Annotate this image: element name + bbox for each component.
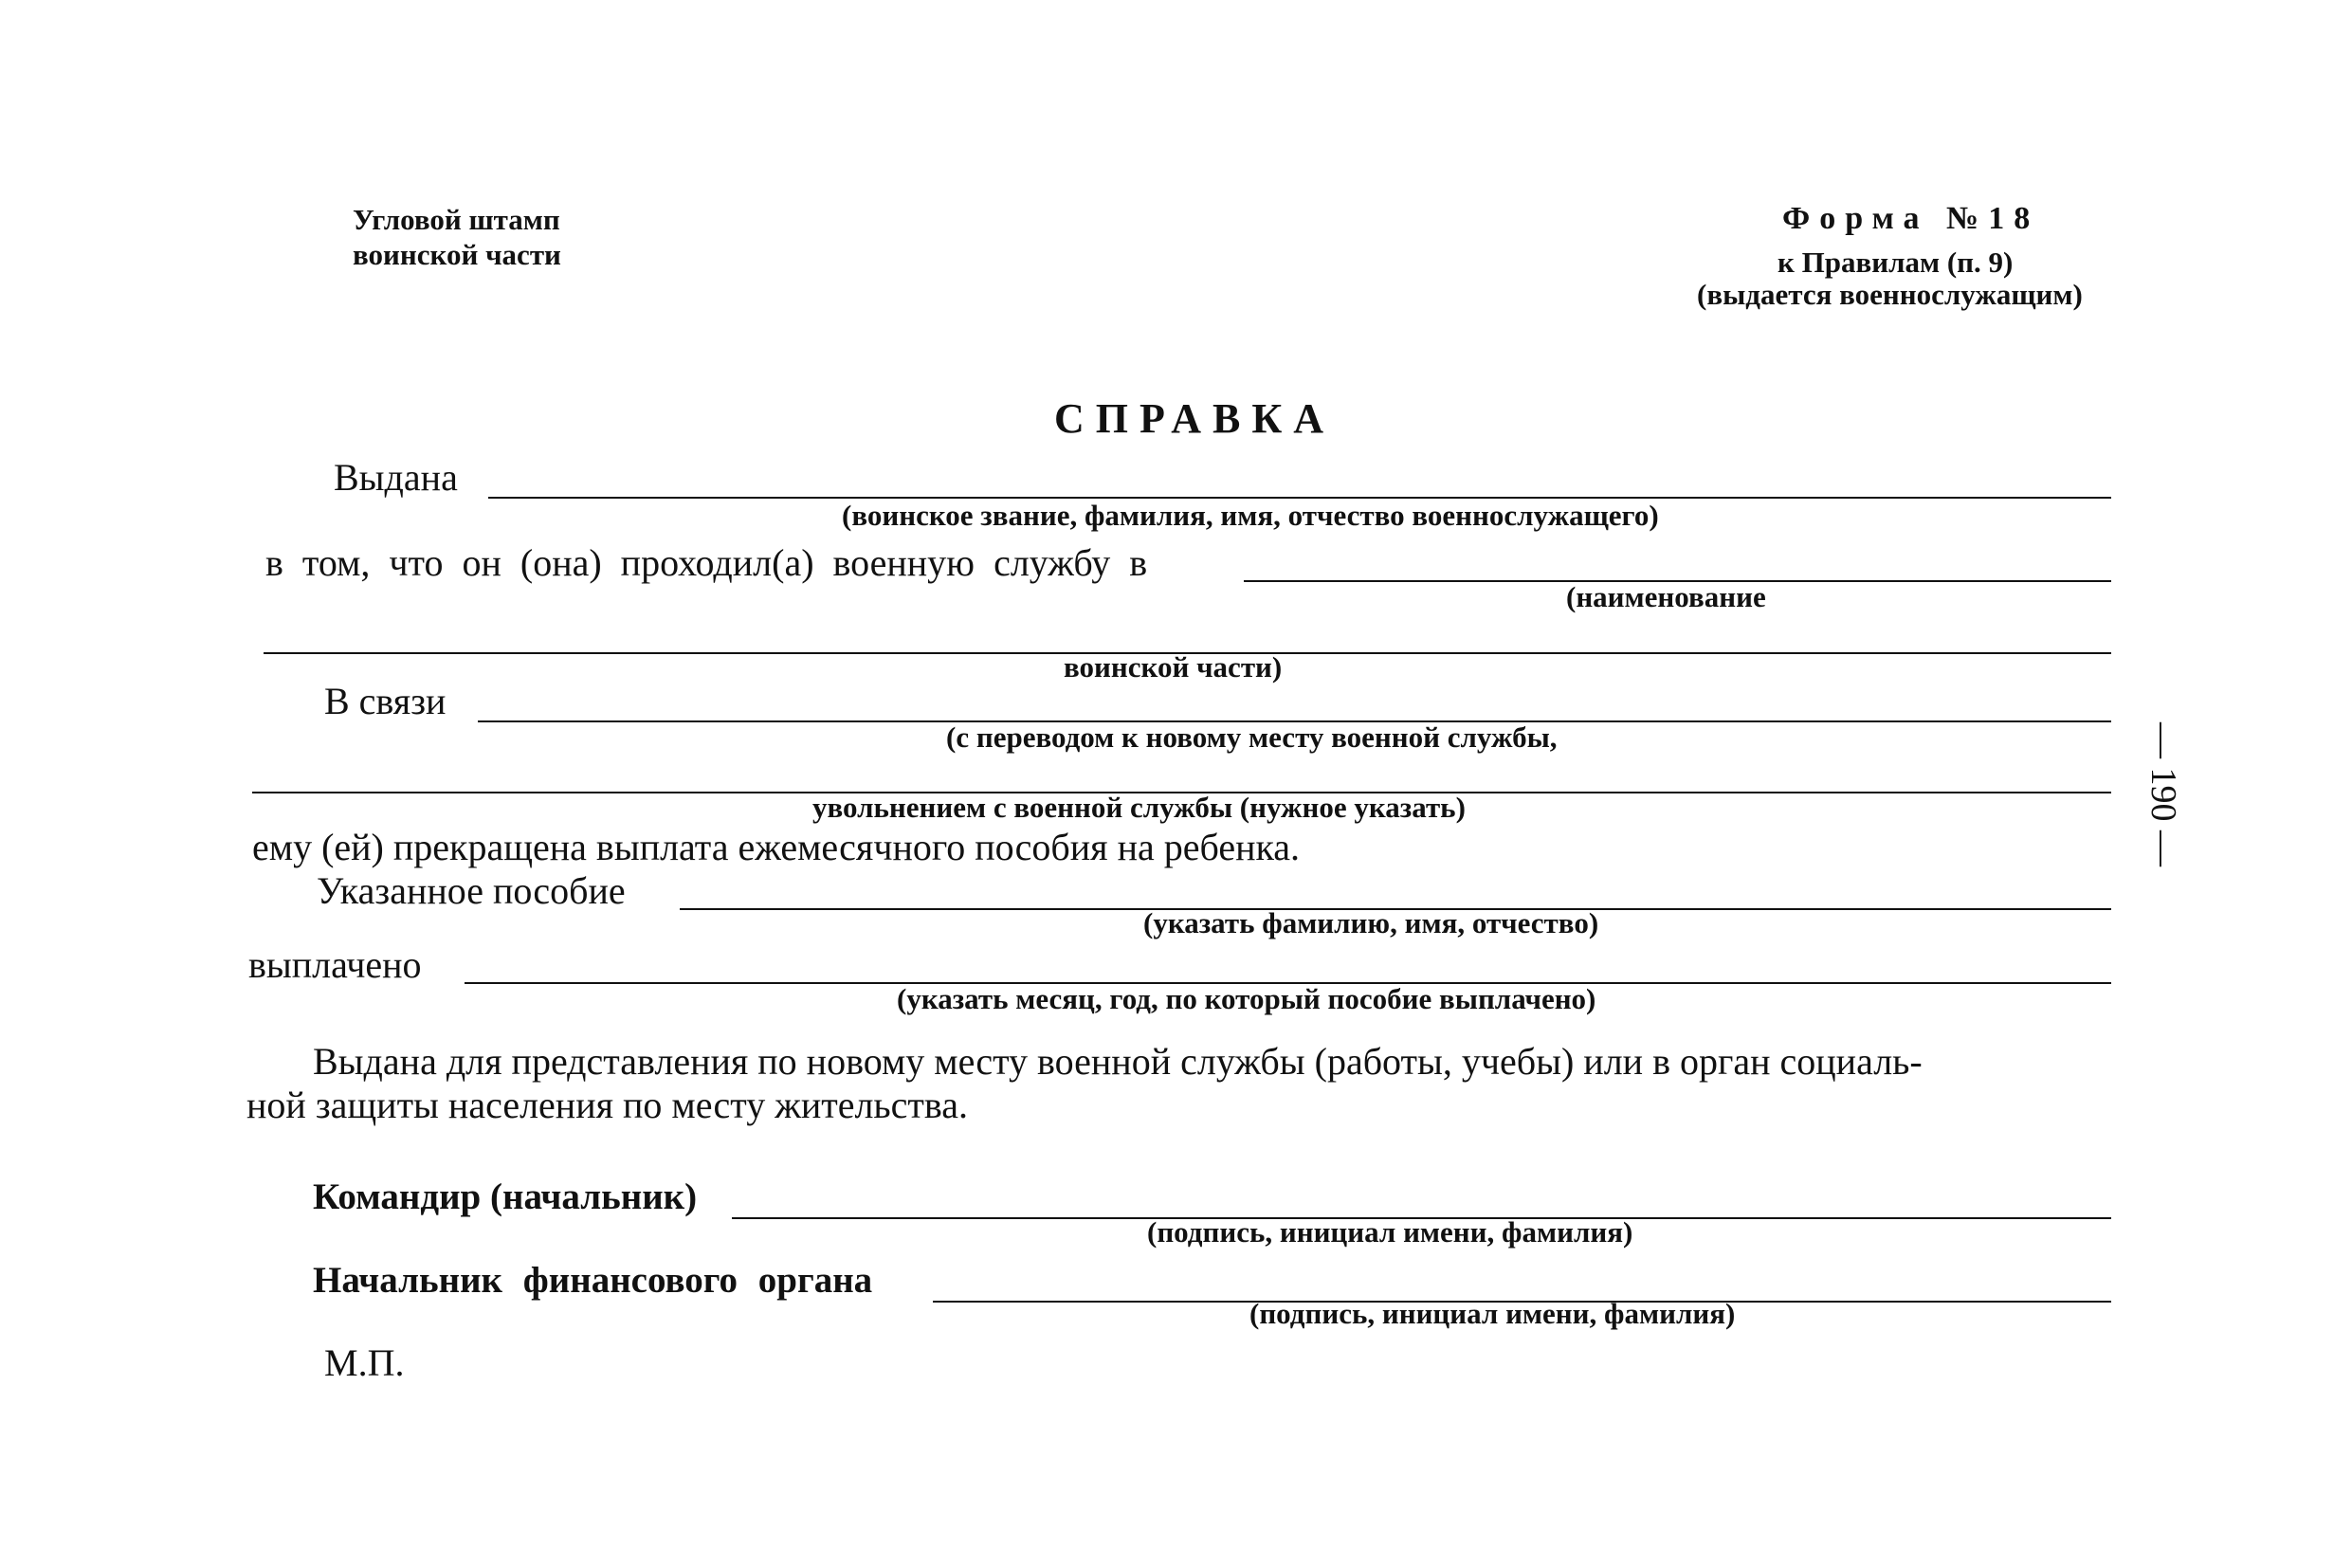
page-number: — 190 — bbox=[2143, 722, 2183, 866]
benefit-label: Указанное пособие bbox=[317, 869, 626, 912]
document-title: СПРАВКА bbox=[1054, 395, 1336, 442]
finance-head-label: Начальник финансового органа bbox=[313, 1260, 873, 1301]
issued-hint: (воинское звание, фамилия, имя, отчество военнослужащего) bbox=[842, 499, 1659, 532]
reason-hint-part2: увольнением с военной службы (нужное указать) bbox=[812, 791, 1466, 824]
corner-stamp-line1: Угловой штамп bbox=[353, 203, 560, 236]
purpose-line2: ной защиты населения по месту жительства. bbox=[246, 1084, 969, 1126]
served-label: в том, что он (она) проходил(а) военную службу в bbox=[265, 541, 1148, 584]
commander-label: Командир (начальник) bbox=[313, 1176, 698, 1217]
reason-label: В связи bbox=[324, 680, 447, 722]
seal-place: М.П. bbox=[324, 1341, 405, 1384]
form-issued-note: (выдается военнослужащим) bbox=[1697, 278, 2083, 311]
benefit-hint: (указать фамилию, имя, отчество) bbox=[1143, 906, 1599, 939]
form-number: Форма №18 bbox=[1782, 201, 2040, 236]
unit-hint-part1: (наименование bbox=[1566, 580, 1766, 613]
finance-hint: (подпись, инициал имени, фамилия) bbox=[1249, 1297, 1736, 1330]
paid-hint: (указать месяц, год, по который пособие выплачено) bbox=[897, 982, 1596, 1015]
commander-hint: (подпись, инициал имени, фамилия) bbox=[1147, 1215, 1633, 1249]
issued-label: Выдана bbox=[334, 456, 458, 499]
corner-stamp-line2: воинской части bbox=[353, 238, 561, 271]
form-rules-reference: к Правилам (п. 9) bbox=[1778, 246, 2014, 279]
purpose-line1: Выдана для представления по новому месту военной службы (работы, учебы) или в орган социаль- bbox=[313, 1040, 1923, 1083]
unit-hint-part2: воинской части) bbox=[1064, 650, 1283, 684]
paid-label: выплачено bbox=[248, 943, 422, 986]
reason-hint-part1: (с переводом к новому месту военной службы, bbox=[946, 720, 1558, 754]
payment-stopped-text: ему (ей) прекращена выплата ежемесячного пособия на ребенка. bbox=[252, 826, 1301, 868]
